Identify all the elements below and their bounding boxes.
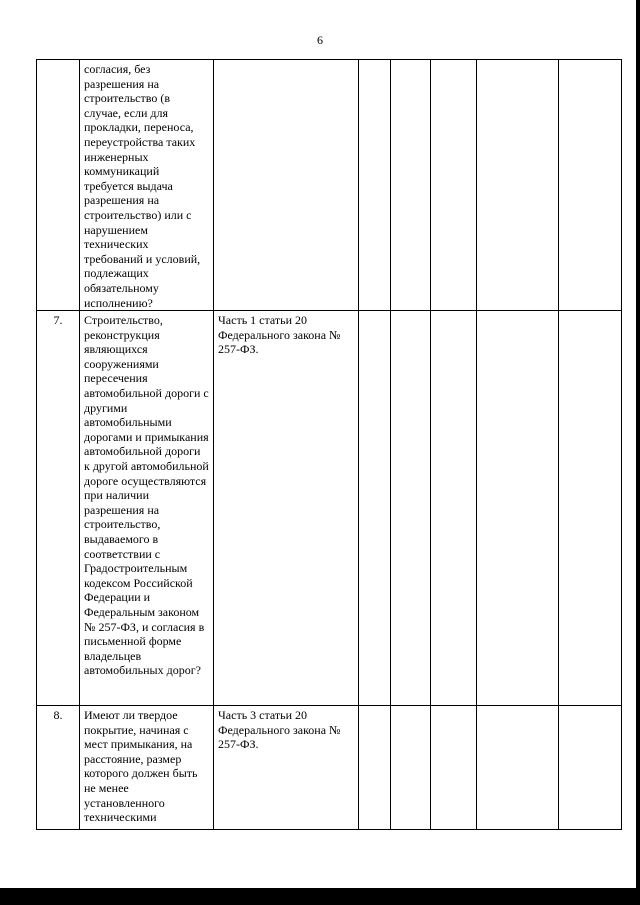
scan-bottom-edge	[0, 888, 640, 905]
blank-cell	[431, 706, 477, 830]
legal-reference: Часть 1 статьи 20 Федерального закона № 257-ФЗ.	[214, 311, 359, 706]
legal-reference: Часть 3 статьи 20 Федерального закона № 257-ФЗ.	[214, 706, 359, 830]
blank-cell	[477, 706, 559, 830]
blank-cell	[431, 311, 477, 706]
blank-cell	[431, 60, 477, 311]
checklist-table	[36, 59, 622, 830]
question-text: Строительство, реконструкция являющихся сооружениями пересечения автомобильной дороги с другими автомобильными дорогами и примыкания автомобильной дороги к другой автомобильной дороге осуществляются при наличии разрешения на строительство, выдаваемого в соответствии с Градостроительным кодексом Российской Федерации и Федеральным законом № 257-ФЗ, и согласия в письменной форме владельцев автомобильных дорог?	[80, 311, 214, 706]
question-text: Имеют ли твердое покрытие, начиная с мест примыкания, на расстояние, размер которого должен быть не менее установленного техническими	[80, 706, 214, 830]
blank-cell	[477, 60, 559, 311]
blank-cell	[477, 311, 559, 706]
table-row	[37, 60, 622, 311]
scan-edge	[636, 0, 640, 888]
legal-reference	[214, 60, 359, 311]
blank-cell	[359, 311, 391, 706]
table-row	[37, 706, 622, 830]
row-number: 7.	[37, 311, 80, 706]
blank-cell	[391, 60, 431, 311]
blank-cell	[359, 60, 391, 311]
blank-cell	[391, 311, 431, 706]
page-number: 6	[317, 33, 323, 47]
row-number	[37, 60, 80, 311]
blank-cell	[559, 311, 622, 706]
blank-cell	[391, 706, 431, 830]
blank-cell	[559, 706, 622, 830]
table-row	[37, 311, 622, 706]
question-text: согласия, без разрешения на строительство (в случае, если для прокладки, переноса, переустройства таких инженерных коммуникаций требуется выдача разрешения на строительство) или с нарушением технических требований и условий, подлежащих обязательному исполнению?	[80, 60, 214, 311]
blank-cell	[559, 60, 622, 311]
row-number: 8.	[37, 706, 80, 830]
blank-cell	[359, 706, 391, 830]
